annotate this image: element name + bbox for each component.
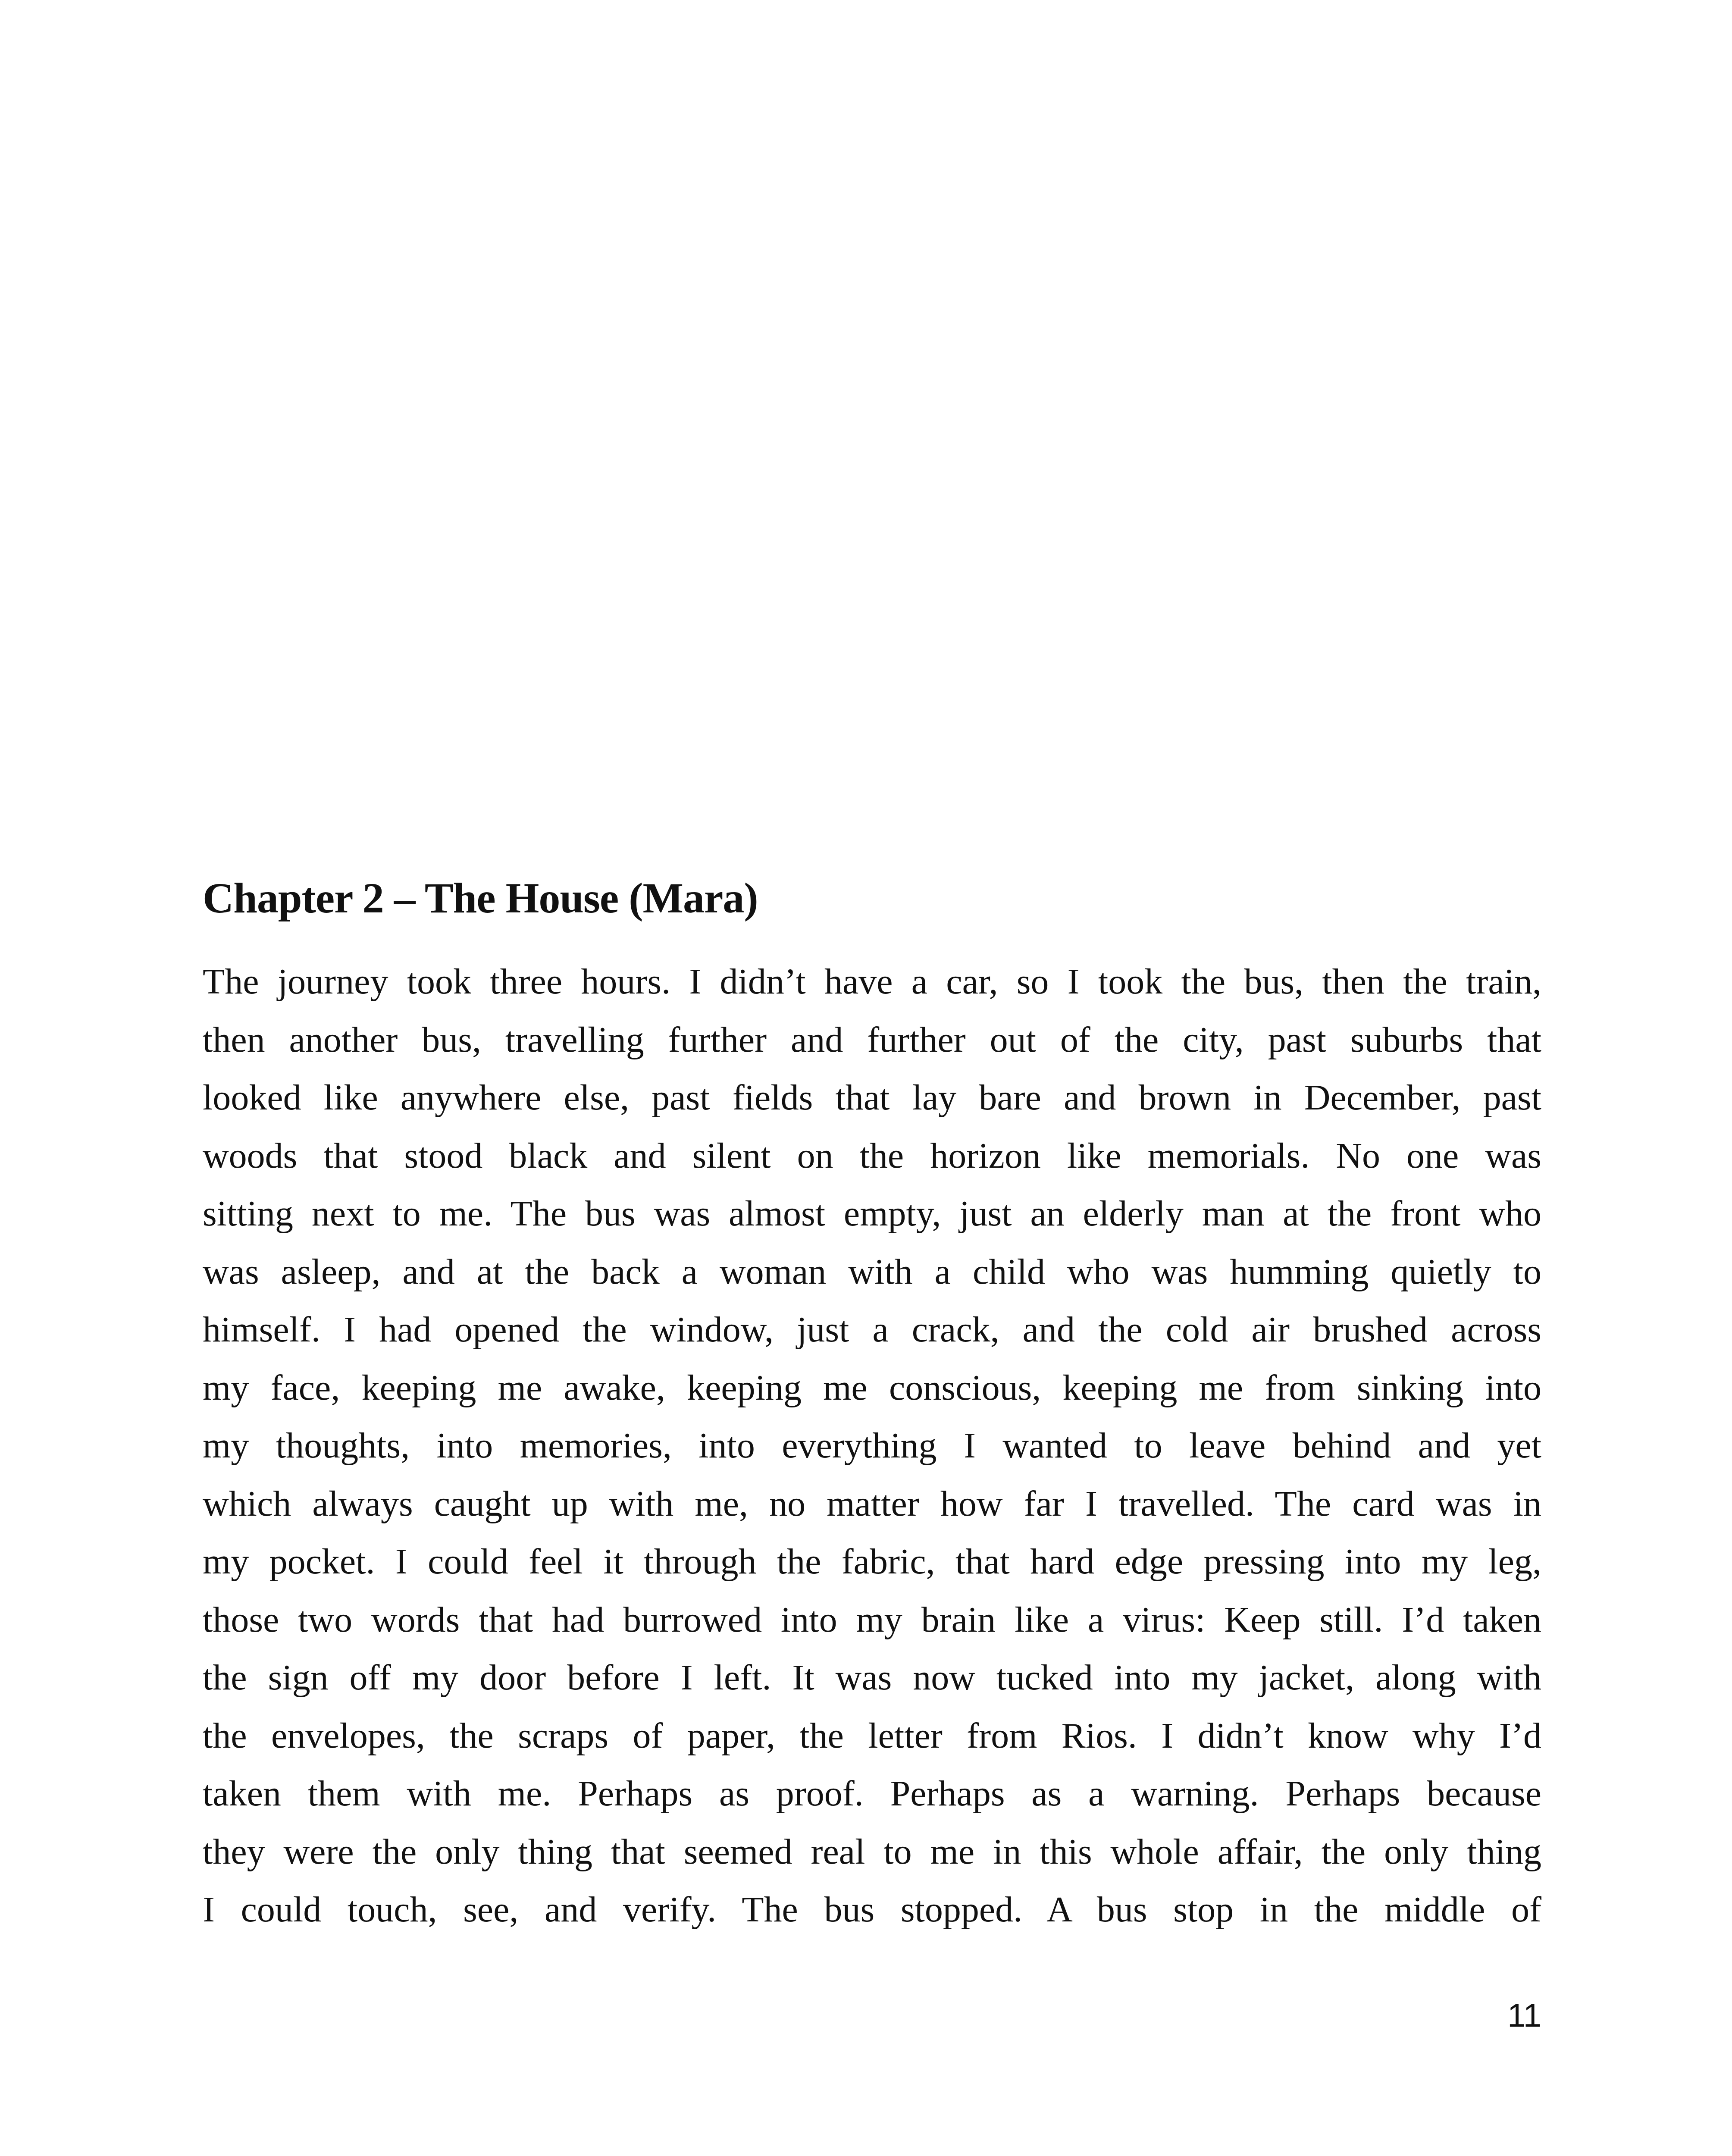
text-line: was asleep, and at the back a woman with a child who was humming quietly to xyxy=(203,1251,1541,1292)
text-line: woods that stood black and silent on the horizon like memorials. No one was xyxy=(203,1135,1541,1176)
text-line: my face, keeping me awake, keeping me conscious, keeping me from sinking into xyxy=(203,1367,1541,1408)
text-line: my pocket. I could feel it through the fabric, that hard edge pressing into my leg, xyxy=(203,1542,1541,1582)
chapter-title: Chapter 2 – The House (Mara) xyxy=(203,874,758,922)
text-line: I could touch, see, and verify. The bus stopped. A bus stop in the middle of xyxy=(203,1890,1541,1930)
text-line: the envelopes, the scraps of paper, the letter from Rios. I didn’t know why I’d xyxy=(203,1715,1541,1756)
page-number: 11 xyxy=(1507,1997,1541,2034)
body-paragraph xyxy=(203,953,1541,1939)
text-line: looked like anywhere else, past fields that lay bare and brown in December, past xyxy=(203,1078,1541,1118)
text-line: sitting next to me. The bus was almost empty, just an elderly man at the front who xyxy=(203,1194,1541,1234)
text-line: then another bus, travelling further and further out of the city, past suburbs that xyxy=(203,1019,1541,1060)
text-line: The journey took three hours. I didn’t have a car, so I took the bus, then the train, xyxy=(203,962,1541,1002)
text-line: those two words that had burrowed into my brain like a virus: Keep still. I’d taken xyxy=(203,1599,1541,1640)
text-line: my thoughts, into memories, into everything I wanted to leave behind and yet xyxy=(203,1426,1541,1466)
text-line: himself. I had opened the window, just a crack, and the cold air brushed across xyxy=(203,1310,1541,1350)
text-line: which always caught up with me, no matter how far I travelled. The card was in xyxy=(203,1483,1541,1524)
text-line: the sign off my door before I left. It was now tucked into my jacket, along with xyxy=(203,1658,1541,1698)
text-line: taken them with me. Perhaps as proof. Perhaps as a warning. Perhaps because xyxy=(203,1774,1541,1814)
text-line: they were the only thing that seemed real to me in this whole affair, the only thing xyxy=(203,1831,1541,1872)
